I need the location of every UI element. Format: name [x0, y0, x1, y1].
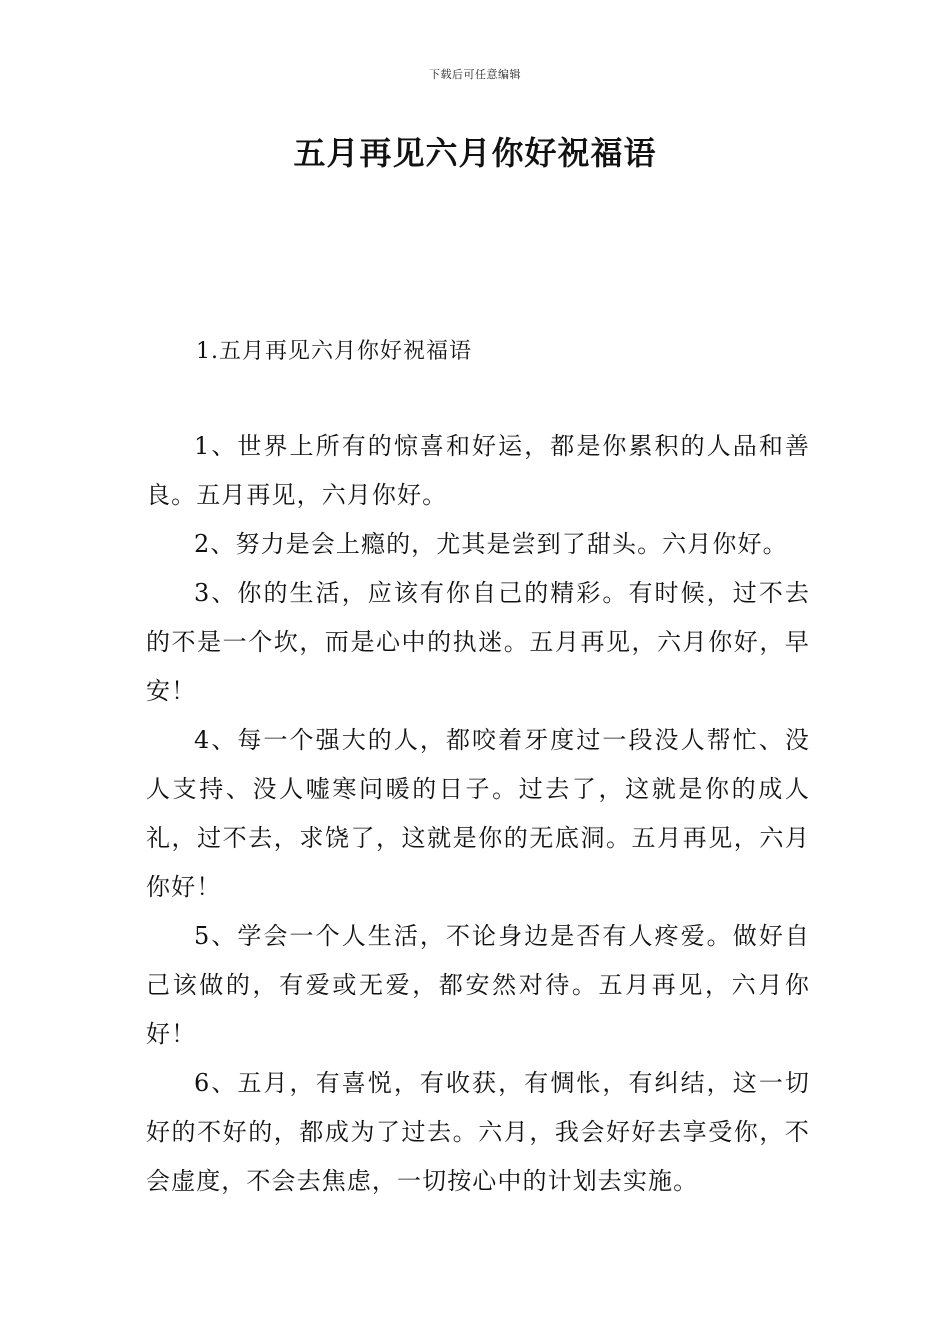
section-heading: 1.五月再见六月你好祝福语: [196, 339, 472, 364]
header-note: 下载后可任意编辑: [429, 68, 521, 81]
paragraph-3: 3、你的生活，应该有你自己的精彩。有时候，过不去的不是一个坎，而是心中的执迷。五月再见，六月你好，早安！: [146, 579, 810, 705]
paragraph-2: 2、努力是会上瘾的，尤其是尝到了甜头。六月你好。: [194, 530, 788, 558]
paragraph-4: 4、每一个强大的人，都咬着牙度过一段没人帮忙、没人支持、没人嘘寒问暖的日子。过去了，这就是你的成人礼，过不去，求饶了，这就是你的无底洞。五月再见，六月你好！: [146, 726, 810, 901]
paragraph-6: 6、五月，有喜悦，有收获，有惆怅，有纠结，这一切好的不好的，都成为了过去。六月，我会好好去享受你，不会虚度，不会去焦虑，一切按心中的计划去实施。: [146, 1069, 810, 1195]
paragraph-5: 5、学会一个人生活，不论身边是否有人疼爱。做好自己该做的，有爱或无爱，都安然对待。五月再见，六月你好！: [146, 922, 810, 1048]
paragraph-1: 1、世界上所有的惊喜和好运，都是你累积的人品和善良。五月再见，六月你好。: [146, 432, 810, 509]
document-title: 五月再见六月你好祝福语: [293, 134, 657, 172]
body-text: [146, 422, 810, 1206]
